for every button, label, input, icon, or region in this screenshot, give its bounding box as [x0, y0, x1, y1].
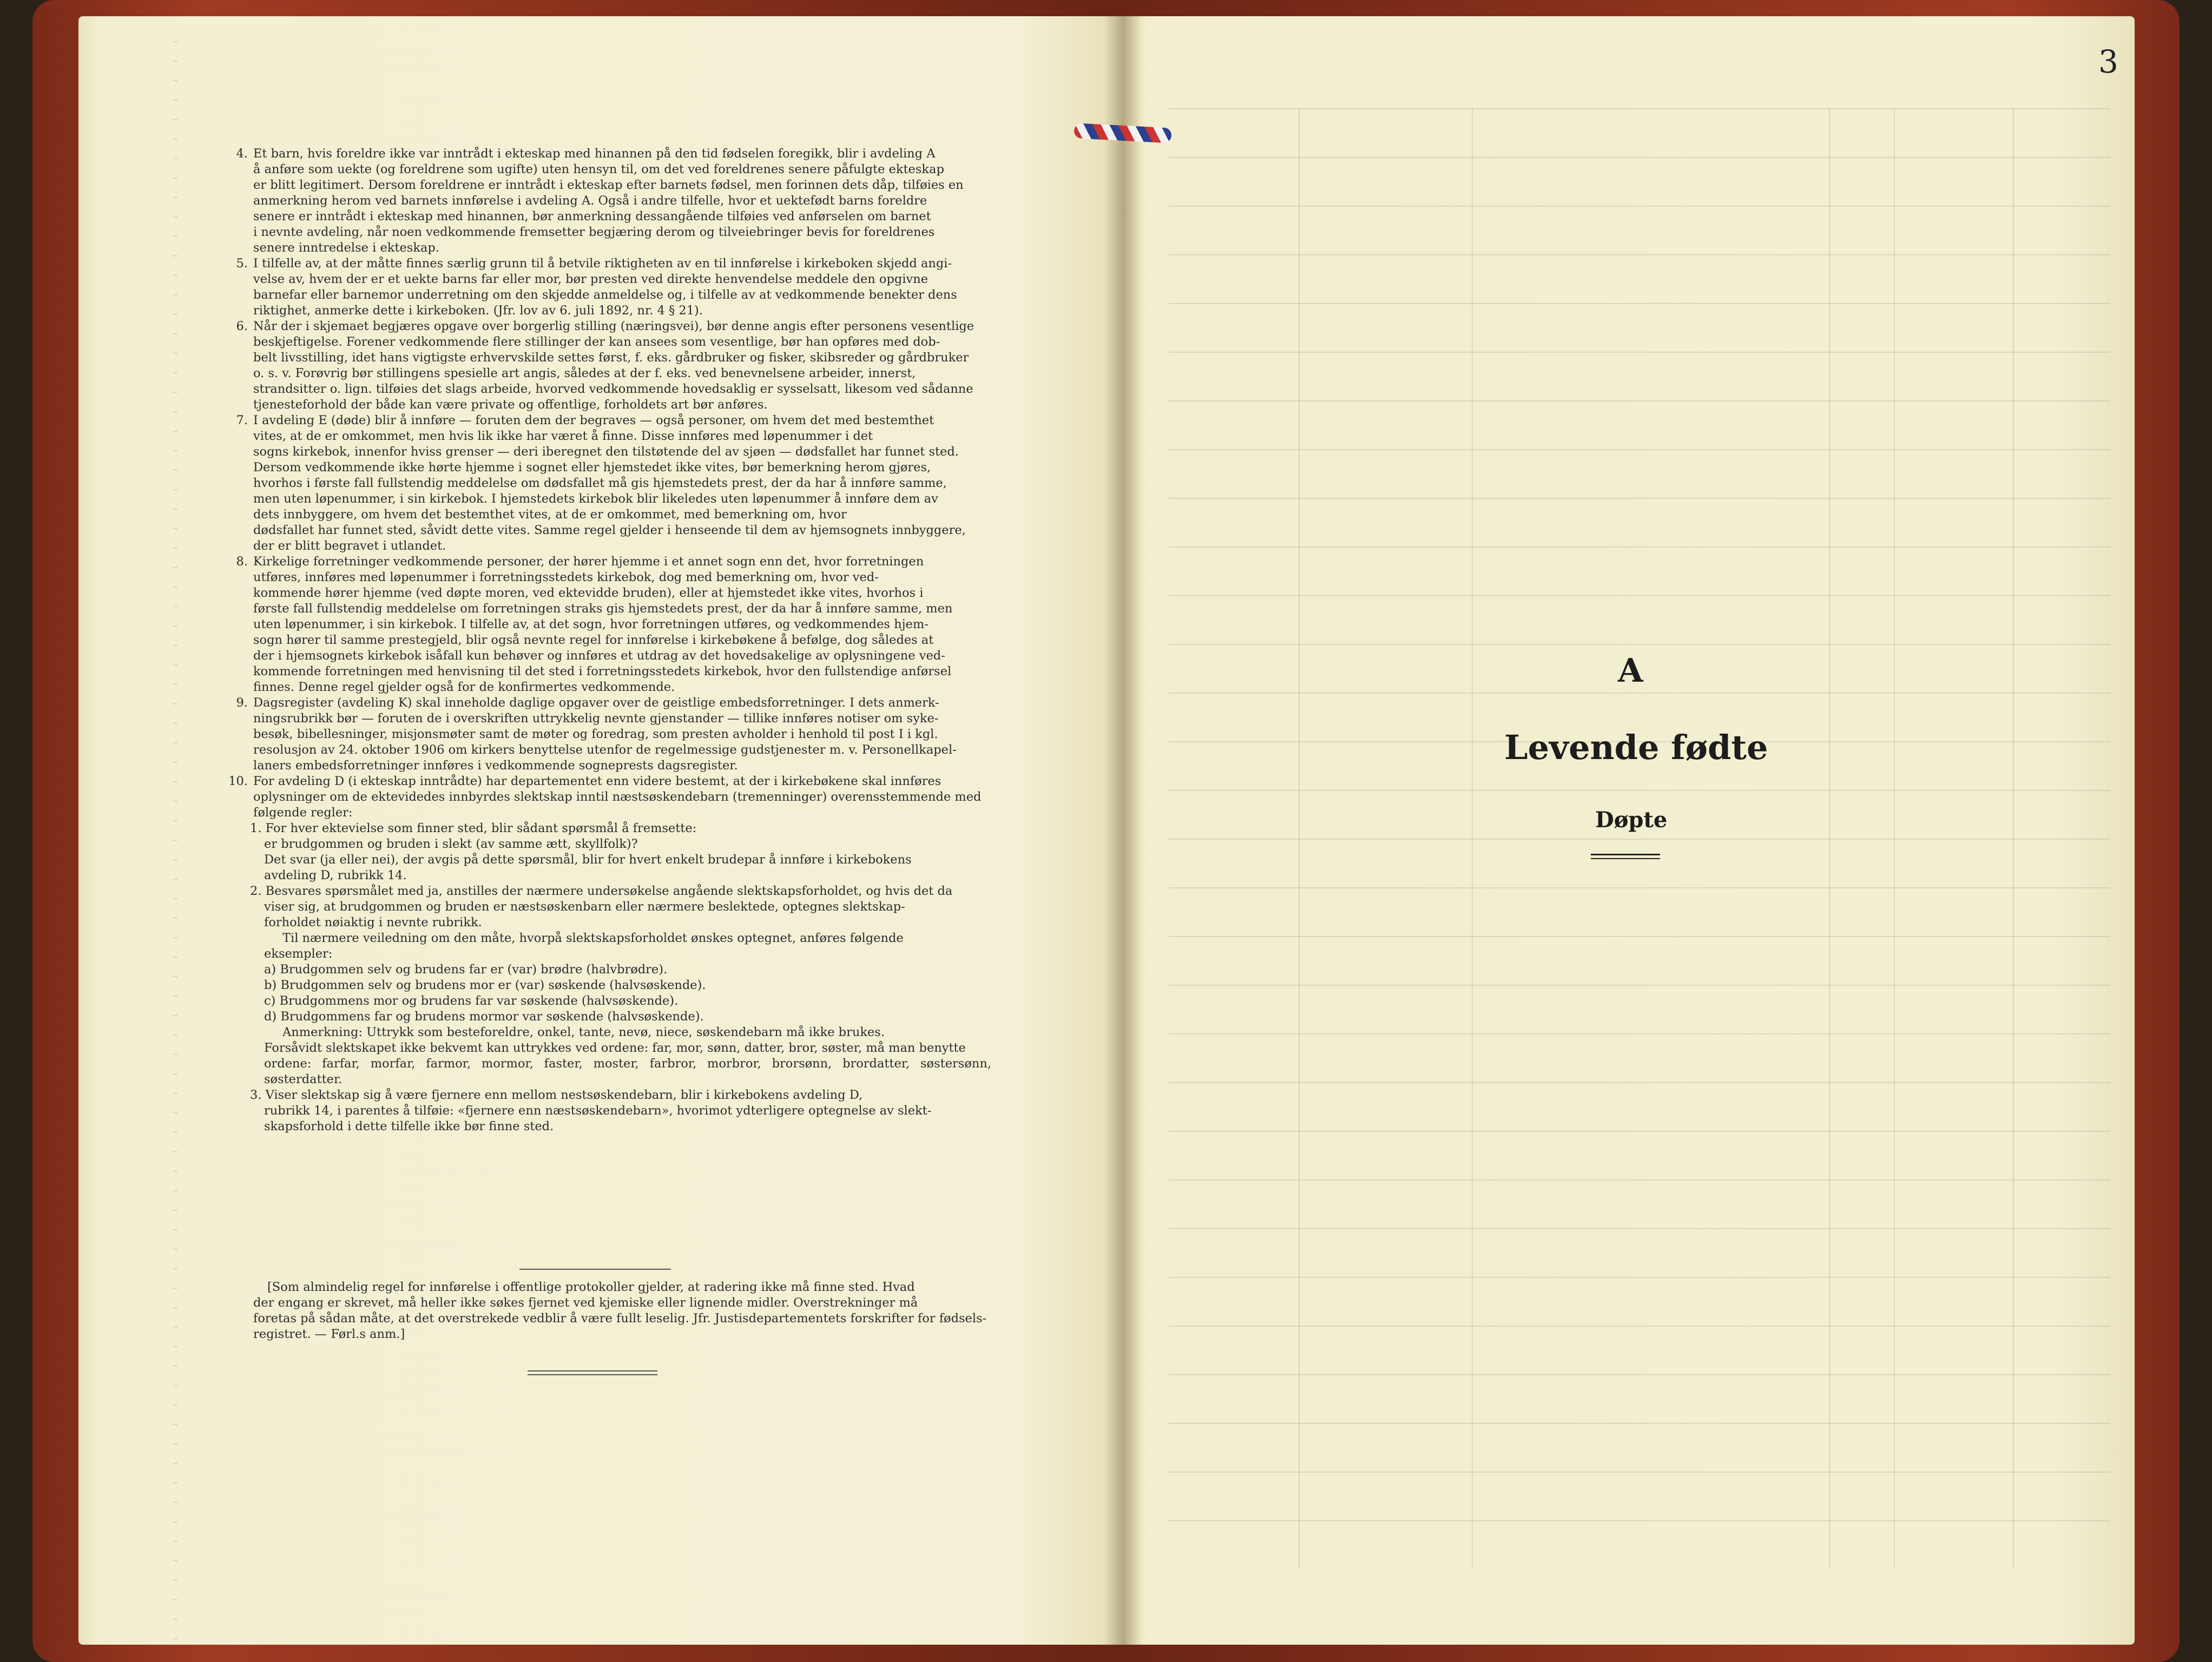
instruction-item [227, 695, 991, 774]
rule-line: Forsåvidt slektskapet ikke bekvemt kan uttrykkes ved ordene: far, mor, sønn, datter, bror, søster, må man benytte [264, 1041, 966, 1055]
item-line: Dersom vedkommende ikke hørte hjemme i sognet eller hjemstedet ikke vites, bør bemerkning herom gjøres, [253, 460, 931, 474]
subtitle-underline-2 [1591, 858, 1660, 859]
item-line: å anføre som uekte (og foreldrene som ugifte) uten hensyn til, om det ved foreldrenes senere påfulgte ekteskap [253, 162, 944, 176]
rule-line: Anmerkning: Uttrykk som besteforeldre, onkel, tante, nevø, niece, søskendebarn må ikke brukes. [282, 1025, 885, 1039]
item-line: ningsrubrikk bør — foruten de i overskriften uttrykkelig nevnte gjenstander — tillike innføres notiser om syke- [253, 711, 939, 726]
item-number: 7. [236, 413, 248, 427]
item-line: velse av, hvem der er et uekte barns far eller mor, bør presten ved direkte henvendelse meddele den opgivne [253, 272, 929, 286]
item-line: er blitt legitimert. Dersom foreldrene er inntrådt i ekteskap efter barnets fødsel, men forinnen dets dåp, tilføies en [253, 178, 964, 192]
item-line: uten løpenummer, i sin kirkebok. I tilfelle av, at det sogn, hvor forretningen utføres, og vedkommendes hjem- [253, 617, 929, 631]
item-line: beskjeftigelse. Forener vedkommende flere stillinger der kan ansees som vesentlige, bør han opføres med dob- [253, 335, 940, 349]
item-number: 9. [236, 696, 248, 710]
instruction-item [227, 319, 991, 413]
item-line: anmerkning herom ved barnets innførelse i avdeling A. Også i andre tilfelle, hvor et uektefødt barns foreldre [253, 194, 927, 208]
item-line: følgende regler: [253, 806, 353, 820]
item-number: 5. [236, 256, 248, 271]
item-line: senere inntredelse i ekteskap. [253, 241, 439, 255]
instruction-item [227, 146, 991, 256]
item-line: Dagsregister (avdeling K) skal inneholde daglige opgaver over de geistlige embedsforretninger. I dets anmerk- [253, 696, 939, 710]
section-letter: A [1618, 652, 1643, 690]
item-line: laners embedsforretninger innføres i vedkommende sogneprests dagsregister. [253, 759, 738, 773]
item-line: senere er inntrådt i ekteskap med hinannen, bør anmerkning dessangående tilføies ved anførselen om barnet [253, 209, 931, 223]
kinship-rules [227, 821, 991, 1135]
book-spine [1104, 16, 1142, 1645]
item-line: hvorhos i første fall fullstendig meddelelse om dødsfallet må gis hjemstedets prest, der da har å innføre samme, [253, 476, 947, 490]
bleed-through-column [1829, 108, 1830, 1569]
rule-line: d) Brudgommens far og brudens mormor var søskende (halvsøskende). [264, 1010, 704, 1024]
subtitle-underline-1 [1591, 854, 1660, 855]
item-number: 6. [236, 319, 248, 333]
note-line: der engang er skrevet, må heller ikke søkes fjernet ved kjemiske eller lignende midler. Overstrekninger må [253, 1296, 918, 1310]
item-line: finnes. Denne regel gjelder også for de konfirmertes vedkommende. [253, 680, 675, 694]
item-line: dødsfallet har funnet sted, såvidt dette vites. Samme regel gjelder i henseende til dem av hjemsognets innbyggere, [253, 523, 966, 537]
item-line: kommende forretningen med henvisning til det sted i forretningsstedets kirkebok, hvor den fullstendige anførsel [253, 664, 952, 678]
rule-line: Til nærmere veiledning om den måte, hvorpå slektskapsforholdet ønskes optegnet, anføres følgende [282, 931, 904, 945]
item-line: sogn hører til samme prestegjeld, blir også nevnte regel for innførelse i kirkebøkene å befølge, dog således at [253, 633, 934, 647]
item-number: 10. [228, 774, 248, 788]
rule-line: forholdet nøiaktig i nevnte rubrikk. [264, 915, 482, 929]
rule-line: c) Brudgommens mor og brudens far var søskende (halvsøskende). [264, 994, 679, 1008]
instructions-text [227, 146, 991, 1135]
item-line: første fall fullstendig meddelelse om forretningen straks gis hjemstedets prest, der da har å innføre samme, men [253, 602, 953, 616]
item-line: Kirkelige forretninger vedkommende personer, der hører hjemme i et annet sogn enn det, hvor forretningen [253, 555, 924, 569]
note-line: registret. — Førl.s anm.] [253, 1327, 405, 1341]
item-line: strandsitter o. lign. tilføies det slags arbeide, hvorved vedkommende hovedsaklig er sysselsatt, likesom ved sådanne [253, 382, 973, 396]
instruction-item [227, 413, 991, 554]
rule-line: a) Brudgommen selv og brudens far er (var) brødre (halvbrødre). [264, 962, 668, 977]
divider-bottom-2 [528, 1374, 657, 1375]
item-line: belt livsstilling, idet hans vigtigste erhvervskilde settes først, f. eks. gårdbruker og fisker, skibsreder og gårdbruker [253, 351, 969, 365]
rule-line: viser sig, at brudgommen og bruden er næstsøskenbarn eller nærmere beslektede, optegnes slektskap- [264, 900, 905, 914]
instruction-item [227, 554, 991, 695]
item-line: tjenesteforhold der både kan være private og offentlige, forholdets art bør anføres. [253, 398, 768, 412]
bleed-through-column [2013, 108, 2014, 1569]
divider-top [519, 1269, 671, 1270]
note-line: foretas på sådan måte, at det overstrekede vedblir å være fullt leselig. Jfr. Justisdepartementets forskrifter for fødsels- [253, 1311, 987, 1325]
item-line: dets innbyggere, om hvem det bestemthet vites, at de er omkommet, med bemerkning om, hvor [253, 507, 847, 522]
instruction-item [227, 774, 991, 821]
section-title: Levende fødte [1504, 728, 1768, 767]
item-line: resolusjon av 24. oktober 1906 om kirkers benyttelse utenfor de regelmessige gudstjenester m. v. Personellkapel- [253, 743, 957, 757]
item-line: oplysninger om de ektevidedes innbyrdes slektskap inntil næstsøskendebarn (tremenninger) overensstemmende med [253, 790, 982, 804]
rule-line: Det svar (ja eller nei), der avgis på dette spørsmål, blir for hvert enkelt brudepar å innføre i kirkebokens [264, 853, 912, 867]
item-number: 4. [236, 147, 248, 161]
item-line: riktighet, anmerke dette i kirkeboken. (Jfr. lov av 6. juli 1892, nr. 4 § 21). [253, 304, 703, 318]
item-line: I avdeling E (døde) blir å innføre — foruten dem der begraves — også personer, om hvem det med bestemthet [253, 413, 934, 427]
item-line: o. s. v. Forøvrig bør stillingens spesielle art angis, således at der f. eks. ved benevnelsene arbeider, innerst, [253, 366, 916, 380]
instruction-item [227, 256, 991, 319]
note-line: [Som almindelig regel for innførelse i offentlige protokoller gjelder, at radering ikke må finne sted. Hvad [267, 1280, 915, 1294]
rule-line: 3. Viser slektskap sig å være fjernere enn mellom nestsøskendebarn, blir i kirkebokens avdeling D, [250, 1088, 863, 1102]
bleed-through-column [1299, 108, 1300, 1569]
rule-line: eksempler: [264, 947, 333, 961]
item-number: 8. [236, 555, 248, 569]
item-line: I tilfelle av, at der måtte finnes særlig grunn til å betvile riktigheten av en til innførelse i kirkeboken skjedd angi- [253, 256, 952, 271]
editorial-note [253, 1280, 991, 1342]
rule-line: er brudgommen og bruden i slekt (av samme ætt, skyllfolk)? [264, 837, 638, 851]
item-line: sogns kirkebok, innenfor hviss grenser — deri iberegnet den tilstøtende del av sjøen — dødsfallet har funnet sted. [253, 445, 959, 459]
rule-line: 1. For hver ektevielse som finner sted, blir sådant spørsmål å fremsette: [250, 821, 697, 835]
rule-line: ordene: farfar, morfar, farmor, mormor, faster, moster, farbror, morbror, brorsønn, brordatter, søstersønn, søsterdatter. [264, 1057, 991, 1086]
item-line: Et barn, hvis foreldre ikke var inntrådt i ekteskap med hinannen på den tid fødselen foregikk, blir i avdeling A [253, 147, 936, 161]
item-line: der i hjemsognets kirkebok isåfall kun behøver og innføres et utdrag av det hovedsakelige av oplysningene ved- [253, 649, 945, 663]
rule-line: rubrikk 14, i parentes å tilføie: «fjernere enn næstsøskendebarn», hvorimot ydterligere optegnelse av slekt- [264, 1104, 932, 1118]
bleed-through-grid [1169, 108, 2110, 1569]
item-line: Når der i skjemaet begjæres opgave over borgerlig stilling (næringsvei), bør denne angis efter personens vesentlige [253, 319, 975, 333]
item-line: barnefar eller barnemor underretning om den skjedde anmeldelse og, i tilfelle av at vedkommende benekter dens [253, 288, 957, 302]
bleed-through-column [1472, 108, 1473, 1569]
item-line: utføres, innføres med løpenummer i forretningsstedets kirkebok, dog med bemerkning om, hvor ved- [253, 570, 879, 584]
rule-line: avdeling D, rubrikk 14. [264, 868, 407, 882]
item-line: men uten løpenummer, i sin kirkebok. I hjemstedets kirkebok blir likeledes uten løpenummer å innføre dem av [253, 492, 938, 506]
divider-bottom-1 [528, 1370, 657, 1371]
item-line: der er blitt begravet i utlandet. [253, 539, 446, 553]
item-line: besøk, bibellesninger, misjonsmøter samt de møter og foredrag, som presten avholder i henhold til post I i kgl. [253, 727, 938, 741]
item-line: For avdeling D (i ekteskap inntrådte) har departementet enn videre bestemt, at der i kirkebøkene skal innføres [253, 774, 942, 788]
page-number: 3 [2098, 43, 2118, 80]
rule-line: skapsforhold i dette tilfelle ikke bør finne sted. [264, 1119, 554, 1133]
bleed-through-column [1894, 108, 1895, 1569]
item-line: kommende hører hjemme (ved døpte moren, ved ektevidde bruden), eller at hjemstedet ikke vites, hvorhos i [253, 586, 924, 600]
item-line: vites, at de er omkommet, men hvis lik ikke har været å finne. Disse innføres med løpenummer i det [253, 429, 873, 443]
rule-line: 2. Besvares spørsmålet med ja, anstilles der nærmere undersøkelse angående slektskapsforholdet, og hvis det da [250, 884, 953, 898]
page-edge-marks [173, 38, 177, 1639]
section-subtitle: Døpte [1595, 807, 1668, 833]
numbered-items [227, 146, 991, 821]
rule-line: b) Brudgommen selv og brudens mor er (var) søskende (halvsøskende). [264, 978, 706, 992]
item-line: i nevnte avdeling, når noen vedkommende fremsetter begjæring derom og tilveiebringer bevis for foreldrenes [253, 225, 935, 239]
